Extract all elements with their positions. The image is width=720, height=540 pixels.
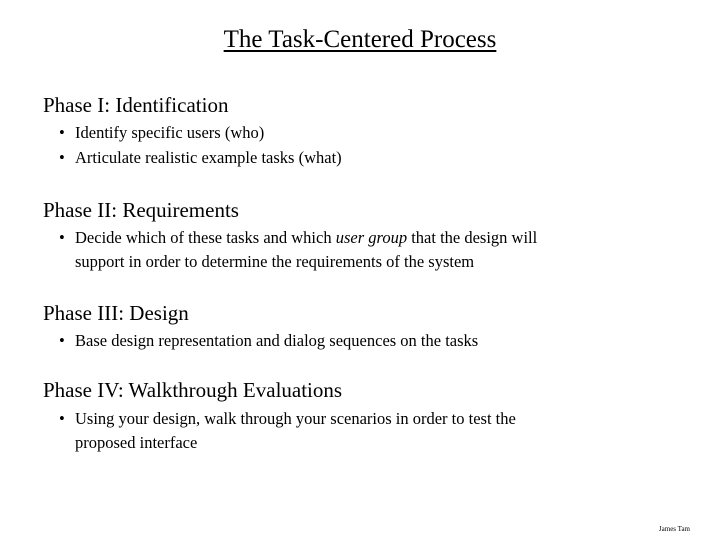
phase-2-bullet-1-text-a: Decide which of these tasks and which xyxy=(75,228,336,247)
phase-2-bullet-1-emphasis: user group xyxy=(335,228,408,247)
slide-title xyxy=(0,25,720,55)
author-footer: James Tam xyxy=(658,525,690,533)
slide-title-text: The Task-Centered Process xyxy=(223,26,497,53)
phase-2-bullet-1 xyxy=(59,226,679,274)
bullet-dot: • xyxy=(59,409,65,428)
phase-1-bullet-1 xyxy=(59,121,679,145)
phase-4-bullet-1-text: Using your design, walk through your scenarios in order to test the xyxy=(75,409,516,428)
phase-4-bullet-1-line-2: proposed interface xyxy=(75,433,198,452)
phase-2-heading: Phase II: Requirements xyxy=(43,198,239,222)
phase-1-bullet-2 xyxy=(59,146,679,170)
bullet-dot: • xyxy=(59,148,65,167)
phase-3-bullet-1-text: Base design representation and dialog sequences on the tasks xyxy=(75,331,479,350)
phase-3-bullet-1 xyxy=(59,329,679,353)
phase-4-bullet-1 xyxy=(59,407,679,455)
phase-2-bullet-1-line-2: support in order to determine the requirements of the system xyxy=(75,252,475,271)
phase-1-heading: Phase I: Identification xyxy=(43,93,229,117)
bullet-dot: • xyxy=(59,123,65,142)
bullet-dot: • xyxy=(59,331,65,350)
phase-4-heading: Phase IV: Walkthrough Evaluations xyxy=(43,378,343,402)
bullet-dot: • xyxy=(59,228,65,247)
phase-3-heading: Phase III: Design xyxy=(43,301,189,325)
phase-2-bullet-1-text-b: that the design will xyxy=(407,228,538,247)
phase-1-bullet-1-text: Identify specific users (who) xyxy=(75,123,265,142)
phase-1-bullet-2-text: Articulate realistic example tasks (what) xyxy=(75,148,342,167)
